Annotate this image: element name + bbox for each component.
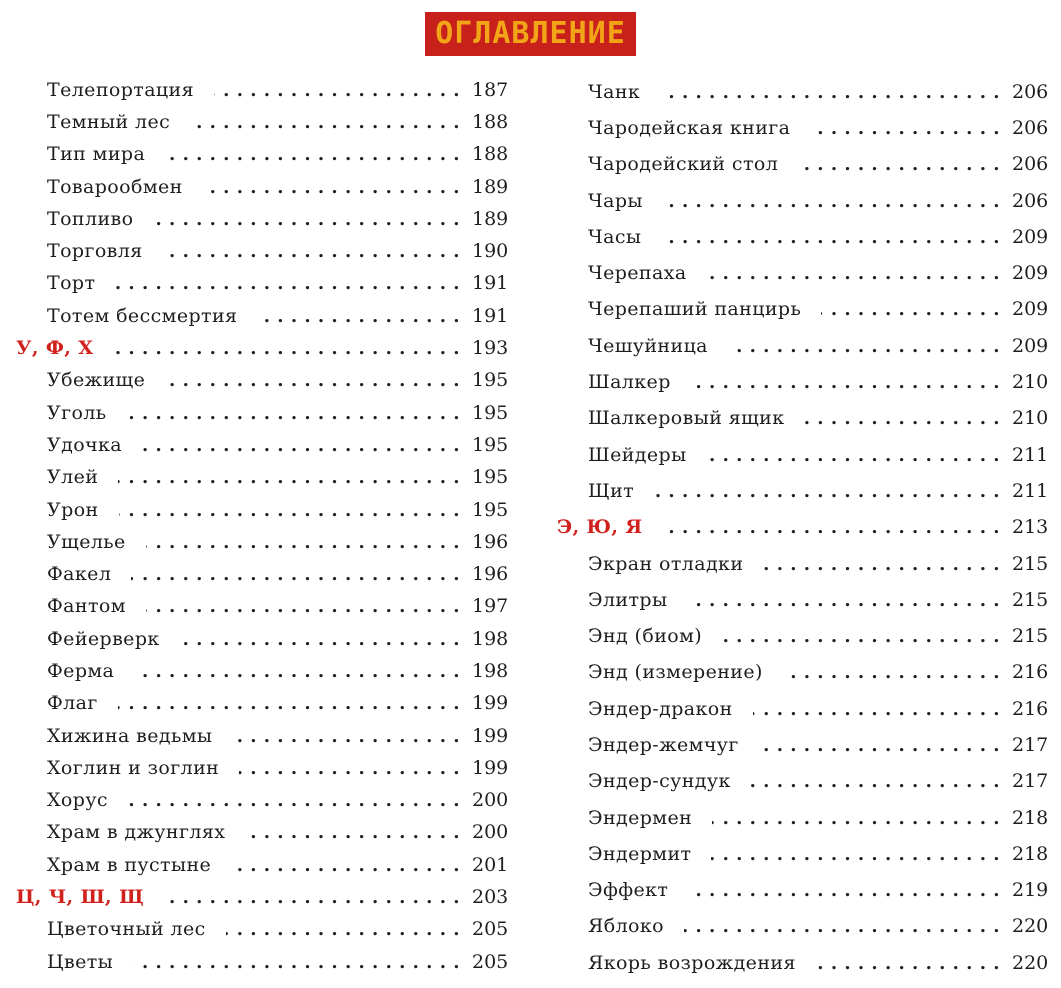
toc-entry[interactable] <box>16 268 508 300</box>
dot-leader <box>821 300 1000 319</box>
toc-page-number: 205 <box>472 950 509 973</box>
toc-page-number: 205 <box>472 918 509 941</box>
toc-entry[interactable] <box>16 946 508 978</box>
toc-entry[interactable] <box>557 655 1048 691</box>
toc-entry[interactable] <box>16 462 508 494</box>
toc-entry-label: Убежище <box>47 369 146 392</box>
toc-page-number: 215 <box>1012 588 1049 611</box>
dot-leader <box>810 119 1000 138</box>
dot-leader <box>687 591 1000 610</box>
toc-entry[interactable] <box>557 219 1048 255</box>
dot-leader <box>163 242 460 261</box>
toc-entry-label: Чары <box>588 189 643 212</box>
toc-entry-label: Шалкеровый ящик <box>588 407 785 430</box>
dot-leader <box>783 663 1000 682</box>
toc-page-number: 200 <box>472 821 509 844</box>
toc-entry-label: Черепаха <box>588 262 687 285</box>
toc-entry[interactable] <box>557 727 1048 763</box>
toc-page-number: 206 <box>1012 189 1049 212</box>
toc-entry-label: Шейдеры <box>588 443 687 466</box>
dot-leader <box>245 823 460 842</box>
dot-leader <box>231 856 460 875</box>
toc-entry-label: Флаг <box>47 692 98 715</box>
toc-page-number: 220 <box>1012 951 1049 974</box>
toc-entry[interactable] <box>16 688 508 720</box>
toc-section-heading[interactable] <box>557 510 1048 546</box>
toc-entry-label: Храм в пустыне <box>47 853 212 876</box>
toc-page-number: 187 <box>472 78 509 101</box>
toc-entry[interactable] <box>16 914 508 946</box>
toc-entry[interactable] <box>16 623 508 655</box>
dot-leader <box>688 881 1000 900</box>
toc-entry[interactable] <box>557 909 1048 945</box>
toc-page-number: 209 <box>1012 225 1049 248</box>
toc-entry[interactable] <box>557 836 1048 872</box>
dot-leader <box>805 409 1000 428</box>
dot-leader <box>214 81 460 100</box>
toc-page-number: 206 <box>1012 116 1049 139</box>
toc-entry-label: Чешуйница <box>588 334 708 357</box>
toc-entry-label: Факел <box>47 563 112 586</box>
toc-entry-label: Урон <box>47 498 99 521</box>
dot-leader <box>119 501 460 520</box>
toc-left-column <box>16 74 508 978</box>
toc-entry-label: Хорус <box>47 789 108 812</box>
dot-leader <box>751 772 1000 791</box>
toc-entry-label: Элитры <box>588 588 668 611</box>
toc-page-number: 190 <box>472 240 509 263</box>
toc-page-number: 211 <box>1012 443 1049 466</box>
toc-entry[interactable] <box>557 74 1048 110</box>
toc-page-number: 216 <box>1012 661 1049 684</box>
toc-entry-label: Топливо <box>47 207 134 230</box>
toc-entry-label: Яблоко <box>588 915 665 938</box>
toc-page-number: 220 <box>1012 915 1049 938</box>
toc-page-number: 209 <box>1012 298 1049 321</box>
toc-entry-label: Тотем бессмертия <box>47 304 238 327</box>
toc-page-number: 209 <box>1012 334 1049 357</box>
toc-entry-label: Улей <box>47 466 99 489</box>
toc-entry[interactable] <box>557 292 1048 328</box>
toc-entry[interactable] <box>557 328 1048 364</box>
toc-entry[interactable] <box>16 300 508 332</box>
dot-leader <box>146 533 460 552</box>
toc-page-number: 215 <box>1012 625 1049 648</box>
toc-entry-label: Часы <box>588 225 642 248</box>
dot-leader <box>691 373 1000 392</box>
dot-leader <box>142 436 460 455</box>
toc-page-number: 188 <box>472 143 509 166</box>
toc-entry[interactable] <box>557 183 1048 219</box>
toc-page-number: 191 <box>472 272 509 295</box>
toc-page-number: 191 <box>472 304 509 327</box>
toc-page-number: 195 <box>472 369 509 392</box>
toc-entry[interactable] <box>16 494 508 526</box>
toc-page-number: 218 <box>1012 806 1049 829</box>
toc-entry[interactable] <box>557 364 1048 400</box>
toc-entry-label: Черепаший панцирь <box>588 298 802 321</box>
toc-section-heading[interactable] <box>16 881 508 913</box>
dot-leader <box>153 210 460 229</box>
toc-entry[interactable] <box>16 139 508 171</box>
toc-page-number: 193 <box>472 337 509 360</box>
toc-entry-label: Эффект <box>588 879 669 902</box>
toc-page-number: 188 <box>472 110 509 133</box>
toc-entry-label: Тип мира <box>47 143 146 166</box>
toc-entry-label: Ущелье <box>47 530 126 553</box>
dot-leader <box>115 274 460 293</box>
dot-leader <box>128 791 460 810</box>
toc-page-number: 210 <box>1012 371 1049 394</box>
dot-leader <box>131 565 460 584</box>
toc-entry[interactable] <box>16 106 508 138</box>
toc-entry[interactable] <box>16 429 508 461</box>
toc-entry[interactable] <box>557 473 1048 509</box>
toc-entry-label: Энд (измерение) <box>588 661 763 684</box>
toc-entry[interactable] <box>16 785 508 817</box>
dot-leader <box>239 759 460 778</box>
toc-entry[interactable] <box>16 655 508 687</box>
toc-entry[interactable] <box>557 437 1048 473</box>
toc-page-number: 195 <box>472 401 509 424</box>
toc-entry-label: Щит <box>588 479 635 502</box>
dot-leader <box>684 917 1000 936</box>
toc-entry[interactable] <box>557 110 1048 146</box>
dot-leader <box>711 845 1000 864</box>
toc-entry[interactable] <box>16 849 508 881</box>
toc-entry[interactable] <box>557 147 1048 183</box>
toc-entry[interactable] <box>557 582 1048 618</box>
toc-page-number: 201 <box>472 853 509 876</box>
toc-page-number: 196 <box>472 563 509 586</box>
toc-entry[interactable] <box>16 203 508 235</box>
toc-entry[interactable] <box>557 764 1048 800</box>
dot-leader <box>654 482 1000 501</box>
toc-entry[interactable] <box>16 720 508 752</box>
toc-page-number: 189 <box>472 207 509 230</box>
toc-entry-label: Цветочный лес <box>47 918 206 941</box>
toc-entry[interactable] <box>16 171 508 203</box>
dot-leader <box>722 627 1000 646</box>
toc-page-number: 216 <box>1012 697 1049 720</box>
toc-entry-label: Удочка <box>47 433 123 456</box>
toc-entry-label: Торговля <box>47 240 143 263</box>
dot-leader <box>118 468 460 487</box>
dot-leader <box>712 809 1000 828</box>
toc-entry[interactable] <box>557 401 1048 437</box>
toc-page-number: 197 <box>472 595 509 618</box>
toc-page-number: 215 <box>1012 552 1049 575</box>
dot-leader <box>707 264 1000 283</box>
toc-entry[interactable] <box>16 397 508 429</box>
toc-page-number: 213 <box>1012 516 1049 539</box>
toc-entry[interactable] <box>16 365 508 397</box>
dot-leader <box>134 662 460 681</box>
toc-entry-label: Уголь <box>47 401 107 424</box>
dot-leader <box>663 192 1000 211</box>
toc-entry-label: Эндер-жемчуг <box>588 733 739 756</box>
toc-entry[interactable] <box>557 618 1048 654</box>
toc-entry-label: Шалкер <box>588 371 671 394</box>
toc-entry[interactable] <box>16 235 508 267</box>
toc-page-number: 209 <box>1012 262 1049 285</box>
toc-entry[interactable] <box>16 526 508 558</box>
toc-page-number: 206 <box>1012 153 1049 176</box>
toc-entry-label: Хижина ведьмы <box>47 724 213 747</box>
toc-page-number: 198 <box>472 627 509 650</box>
toc-page-number: 211 <box>1012 479 1049 502</box>
toc-entry-label: Эндермит <box>588 842 692 865</box>
toc-entry[interactable] <box>16 558 508 590</box>
toc-page-number: 210 <box>1012 407 1049 430</box>
toc-page-number: 189 <box>472 175 509 198</box>
dot-leader <box>763 555 1000 574</box>
toc-entry-label: Эндермен <box>588 806 693 829</box>
title-wrapper <box>0 12 1061 56</box>
dot-leader <box>118 694 460 713</box>
toc-entry-label: Чанк <box>588 80 641 103</box>
dot-leader <box>146 597 460 616</box>
toc-entry-label: Чародейский стол <box>588 153 779 176</box>
toc-page-number: 195 <box>472 498 509 521</box>
toc-page-number: 203 <box>472 886 509 909</box>
toc-entry-label: Хоглин и зоглин <box>47 756 220 779</box>
toc-page-number: 219 <box>1012 879 1049 902</box>
toc-entry-label: Экран отладки <box>588 552 744 575</box>
dot-leader <box>728 337 1000 356</box>
toc-page-number: 195 <box>472 433 509 456</box>
toc-entry-label: Якорь возрождения <box>588 951 796 974</box>
toc-page-number: 200 <box>472 789 509 812</box>
toc-page-number: 199 <box>472 724 509 747</box>
dot-leader <box>165 371 460 390</box>
toc-entry-label: Торт <box>47 272 96 295</box>
toc-section-label: У, Ф, Х <box>16 337 94 360</box>
dot-leader <box>190 113 460 132</box>
toc-entry[interactable] <box>16 591 508 623</box>
toc-entry[interactable] <box>16 752 508 784</box>
page-title: ОГЛАВЛЕНИЕ <box>425 12 636 56</box>
dot-leader <box>759 736 1000 755</box>
dot-leader <box>707 446 1000 465</box>
dot-leader <box>180 630 460 649</box>
toc-entry-label: Цветы <box>47 950 114 973</box>
toc-entry-label: Эндер-дракон <box>588 697 733 720</box>
toc-entry[interactable] <box>557 945 1048 981</box>
toc-entry-label: Чародейская книга <box>588 116 791 139</box>
toc-page-number: 196 <box>472 530 509 553</box>
dot-leader <box>661 228 1000 247</box>
dot-leader <box>816 954 1000 973</box>
toc-entry-label: Эндер-сундук <box>588 770 731 793</box>
toc-page-number: 198 <box>472 659 509 682</box>
toc-page-number: 206 <box>1012 80 1049 103</box>
toc-entry[interactable] <box>16 74 508 106</box>
toc-section-label: Э, Ю, Я <box>557 516 643 539</box>
toc-page-number: 217 <box>1012 770 1049 793</box>
toc-entry-label: Энд (биом) <box>588 625 703 648</box>
toc-entry-label: Храм в джунглях <box>47 821 226 844</box>
dot-leader <box>164 888 460 907</box>
toc-page-number: 218 <box>1012 842 1049 865</box>
dot-leader <box>798 155 1000 174</box>
dot-leader <box>165 145 460 164</box>
toc-section-heading[interactable] <box>16 332 508 364</box>
toc-entry-label: Товарообмен <box>47 175 183 198</box>
toc-entry[interactable] <box>557 691 1048 727</box>
dot-leader <box>753 700 1000 719</box>
dot-leader <box>113 339 460 358</box>
toc-entry[interactable] <box>557 546 1048 582</box>
toc-entry-label: Ферма <box>47 659 115 682</box>
toc-right-column <box>557 74 1048 981</box>
toc-entry-label: Телепортация <box>47 78 195 101</box>
dot-leader <box>660 83 1000 102</box>
dot-leader <box>663 518 1000 537</box>
dot-leader <box>232 727 460 746</box>
toc-entry-label: Фантом <box>47 595 126 618</box>
toc-entry[interactable] <box>16 817 508 849</box>
toc-page-number: 199 <box>472 756 509 779</box>
toc-section-label: Ц, Ч, Ш, Щ <box>16 886 145 909</box>
toc-page-number: 195 <box>472 466 509 489</box>
toc-page-number: 217 <box>1012 733 1049 756</box>
toc-entry[interactable] <box>557 800 1048 836</box>
toc-entry-label: Фейерверк <box>47 627 160 650</box>
dot-leader <box>226 920 460 939</box>
toc-entry[interactable] <box>557 873 1048 909</box>
dot-leader <box>127 404 460 423</box>
toc-entry[interactable] <box>557 255 1048 291</box>
dot-leader <box>257 307 460 326</box>
dot-leader <box>133 953 460 972</box>
toc-entry-label: Темный лес <box>47 110 171 133</box>
dot-leader <box>203 178 460 197</box>
toc-page-number: 199 <box>472 692 509 715</box>
